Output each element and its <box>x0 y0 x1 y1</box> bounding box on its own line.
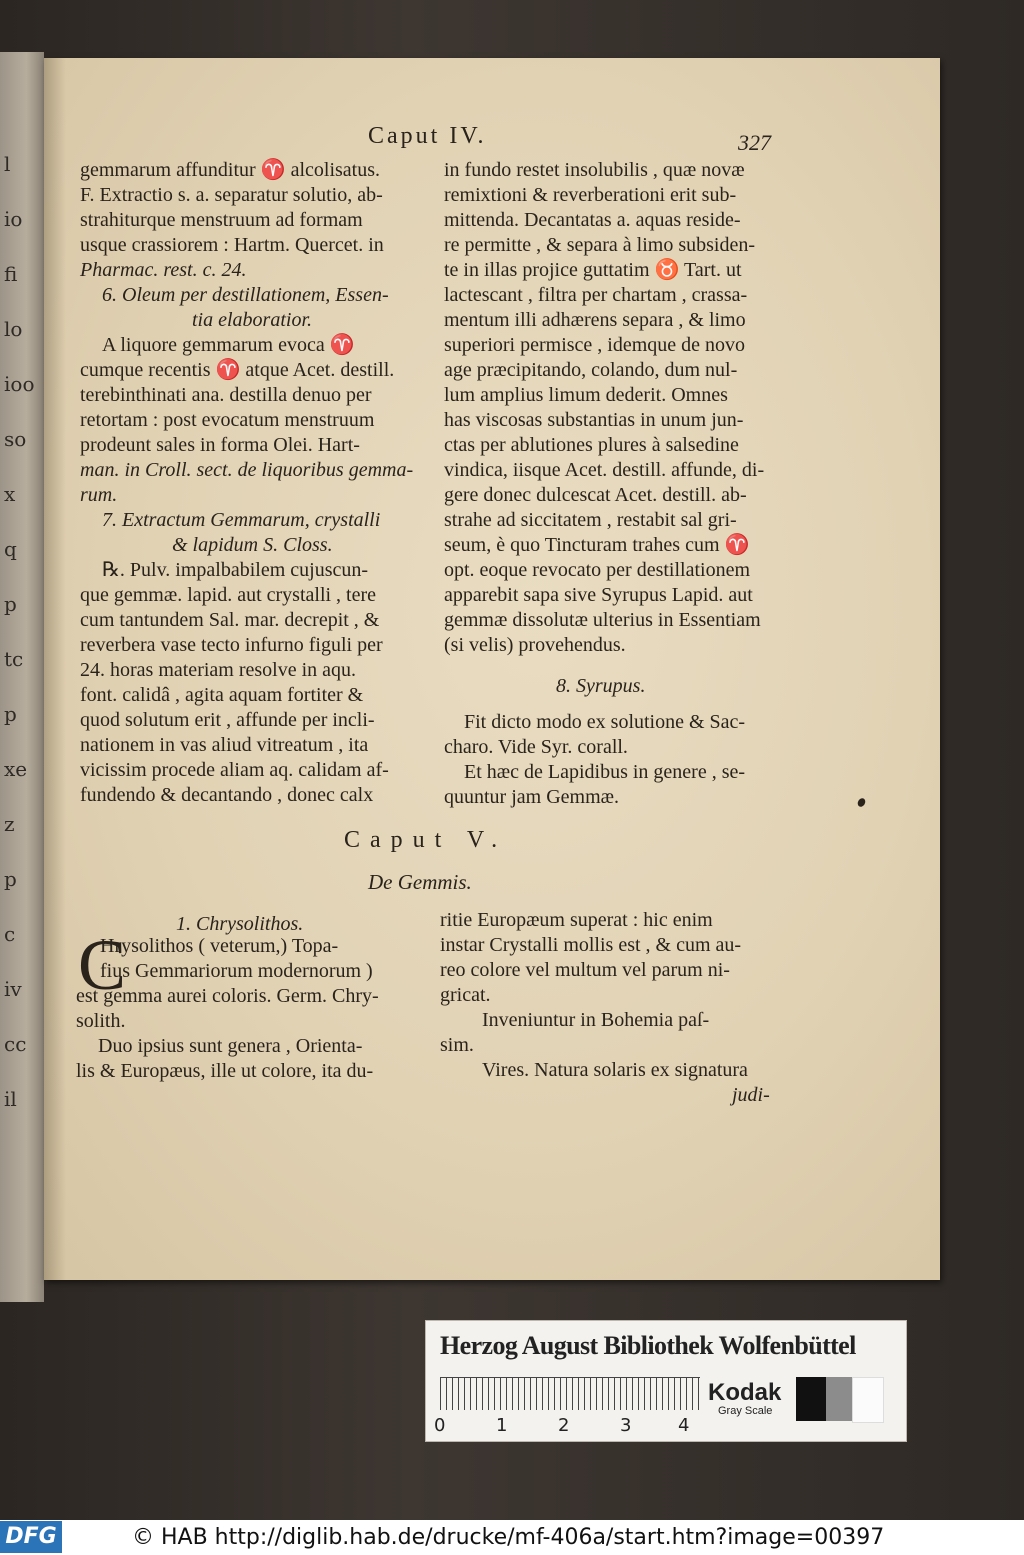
text-line: gricat. <box>440 984 491 1006</box>
text-line: fius Gemmariorum modernorum ) <box>100 960 373 982</box>
adjacent-page-fragment: c <box>4 922 16 946</box>
text-line: vicissim procede aliam aq. calidam af- <box>80 759 389 781</box>
text-line: font. calidâ , agita aquam fortiter & <box>80 684 364 706</box>
left-column <box>80 158 413 808</box>
text-line: A liquore gemmarum evoca ♈ <box>102 334 355 356</box>
adjacent-page-fragment: tc <box>4 647 24 671</box>
library-name: Herzog August Bibliothek Wolfenbüttel <box>440 1331 856 1360</box>
running-head: Caput IV. <box>368 123 487 149</box>
text-line: Pharmac. rest. c. 24. <box>80 259 247 281</box>
text-line: reo colore vel multum vel parum ni- <box>440 959 730 981</box>
text-line: Hrysolithos ( veterum,) Topa- <box>100 935 339 957</box>
adjacent-page-fragment: xe <box>4 757 28 781</box>
text-line: terebinthinati ana. destilla denuo per <box>80 384 372 406</box>
text-line: ritie Europæum superat : hic enim <box>440 909 713 931</box>
ruler-number: 2 <box>558 1415 570 1436</box>
adjacent-page-fragment: l <box>4 152 11 176</box>
adjacent-page-edge <box>0 52 44 1302</box>
text-line: remixtioni & reverberationi erit sub- <box>444 184 737 206</box>
adjacent-page-fragment: il <box>4 1087 17 1111</box>
ruler-number: 1 <box>496 1415 508 1436</box>
text-line: man. in Croll. sect. de liquoribus gemma- <box>80 459 414 481</box>
text-line: age præcipitando, colando, dum nul- <box>444 359 738 381</box>
text-line: que gemmæ. lapid. aut crystalli , tere <box>80 584 377 606</box>
text-line: judi- <box>732 1084 770 1106</box>
adjacent-page-fragment: io <box>4 207 23 231</box>
text-line: usque crassiorem : Hartm. Quercet. in <box>80 234 384 256</box>
text-line: rum. <box>80 484 118 506</box>
text-line: cumque recentis ♈ atque Acet. destill. <box>80 359 395 381</box>
text-line: opt. eoque revocato per destillationem <box>444 559 751 581</box>
text-line: tia elaboratior. <box>192 309 313 331</box>
text-line: nationem in vas aliud vitreatum , ita <box>80 734 369 756</box>
dfg-logo: DFG <box>0 1521 62 1553</box>
text-line: quuntur jam Gemmæ. <box>444 786 619 808</box>
text-line: gemmarum affunditur ♈ alcolisatus. <box>80 159 381 181</box>
kodak-logo: Kodak <box>708 1379 782 1406</box>
text-line: mentum illi adhærens separa , & limo <box>444 309 746 331</box>
text-line: sim. <box>440 1034 474 1056</box>
text-line: te in illas projice guttatim ♉ Tart. ut <box>444 259 742 281</box>
library-label <box>425 1320 907 1442</box>
text-line: Fit dicto modo ex solutione & Sac- <box>464 711 746 733</box>
text-line: mittenda. Decantatas a. aquas reside- <box>444 209 741 231</box>
syrupus-heading: 8. Syrupus. <box>556 675 646 697</box>
syrupus-paragraph <box>444 710 746 810</box>
copyright-link[interactable]: © HAB http://diglib.hab.de/drucke/mf-406a/start.htm?image=00397 <box>132 1525 885 1550</box>
text-line: Duo ipsius sunt genera , Orienta- <box>98 1035 363 1057</box>
section-heading: 1. Chrysolithos. <box>176 913 304 935</box>
ruler-number: 0 <box>434 1415 446 1436</box>
text-line: reverbera vase tecto infurno figuli per <box>80 634 383 656</box>
text-line: & lapidum S. Closs. <box>172 534 333 556</box>
text-line: in fundo restet insolubilis , quæ novæ <box>444 159 745 181</box>
text-line: strahiturque menstruum ad formam <box>80 209 363 231</box>
lower-left-column <box>76 934 379 1084</box>
text-line: superiori permisce , idemque de novo <box>444 334 746 356</box>
ruler-number: 4 <box>678 1415 690 1436</box>
text-line: lis & Europæus, ille ut colore, ita du- <box>76 1060 374 1082</box>
text-line: Et hæc de Lapidibus in genere , se- <box>464 761 746 783</box>
text-line: lactescant , filtra per chartam , crassa- <box>444 284 748 306</box>
text-line: prodeunt sales in forma Olei. Hart- <box>80 434 360 456</box>
right-column <box>444 158 764 658</box>
text-line: apparebit sapa sive Syrupus Lapid. aut <box>444 584 753 606</box>
adjacent-page-fragment: q <box>4 537 17 561</box>
text-line: ℞. Pulv. impalbabilem cujuscun- <box>102 559 369 581</box>
text-line: (si velis) provehendus. <box>444 634 626 656</box>
text-line: Inveniuntur in Bohemia paſ- <box>482 1009 710 1031</box>
text-line: gere donec dulcescat Acet. destill. ab- <box>444 484 747 506</box>
text-line: lum amplius limum dederit. Omnes <box>444 384 728 406</box>
adjacent-page-fragment: p <box>4 867 17 891</box>
gray-swatch-black <box>796 1377 826 1421</box>
adjacent-page-fragment: p <box>4 702 17 726</box>
chapter-subtitle: De Gemmis. <box>368 870 472 894</box>
page-number: 327 <box>738 130 771 155</box>
adjacent-page-fragment: so <box>4 427 27 451</box>
text-line: 7. Extractum Gemmarum, crystalli <box>102 509 381 531</box>
adjacent-page-fragment: iv <box>4 977 22 1001</box>
adjacent-page-fragment: p <box>4 592 17 616</box>
text-line: re permitte , & separa à limo subsiden- <box>444 234 756 256</box>
text-line: retortam : post evocatum menstruum <box>80 409 375 431</box>
text-line: instar Crystalli mollis est , & cum au- <box>440 934 742 956</box>
text-line: vindica, iisque Acet. destill. affunde, di- <box>444 459 765 481</box>
text-line: gemmæ dissolutæ ulterius in Essentiam <box>444 609 761 631</box>
adjacent-page-fragment: cc <box>4 1032 27 1056</box>
gray-swatch-white <box>852 1377 884 1423</box>
gray-swatch-mid <box>826 1377 852 1421</box>
text-line: quod solutum erit , affunde per incli- <box>80 709 375 731</box>
adjacent-page-fragment: fi <box>4 262 18 286</box>
text-line: F. Extractio s. a. separatur solutio, ab- <box>80 184 383 206</box>
text-line: strahe ad siccitatem , restabit sal gri- <box>444 509 737 531</box>
adjacent-page-fragment: ioo <box>4 372 35 396</box>
adjacent-page-fragment: z <box>4 812 15 836</box>
text-line: Vires. Natura solaris ex signatura <box>482 1059 748 1081</box>
text-line: 6. Oleum per destillationem, Essen- <box>102 284 389 306</box>
text-line: est gemma aurei coloris. Germ. Chry- <box>76 985 379 1007</box>
text-line: ctas per ablutiones plures à salsedine <box>444 434 739 456</box>
chapter-heading: Caput V. <box>344 827 508 853</box>
ruler-number: 3 <box>620 1415 632 1436</box>
drop-cap: C <box>78 925 127 1005</box>
text-line: charo. Vide Syr. corall. <box>444 736 628 758</box>
text-line: solith. <box>76 1010 126 1032</box>
text-line: has viscosas substantias in unum jun- <box>444 409 744 431</box>
gray-scale-caption: Gray Scale <box>718 1405 773 1417</box>
text-line: fundendo & decantando , donec calx <box>80 784 374 806</box>
text-line: cum tantundem Sal. mar. decrepit , & <box>80 609 380 631</box>
adjacent-page-fragment: lo <box>4 317 23 341</box>
scale-ruler <box>440 1377 700 1410</box>
lower-right-column <box>440 908 770 1108</box>
text-line: seum, è quo Tincturam trahes cum ♈ <box>444 534 750 556</box>
adjacent-page-fragment: x <box>4 482 16 506</box>
text-line: 24. horas materiam resolve in aqu. <box>80 659 357 681</box>
